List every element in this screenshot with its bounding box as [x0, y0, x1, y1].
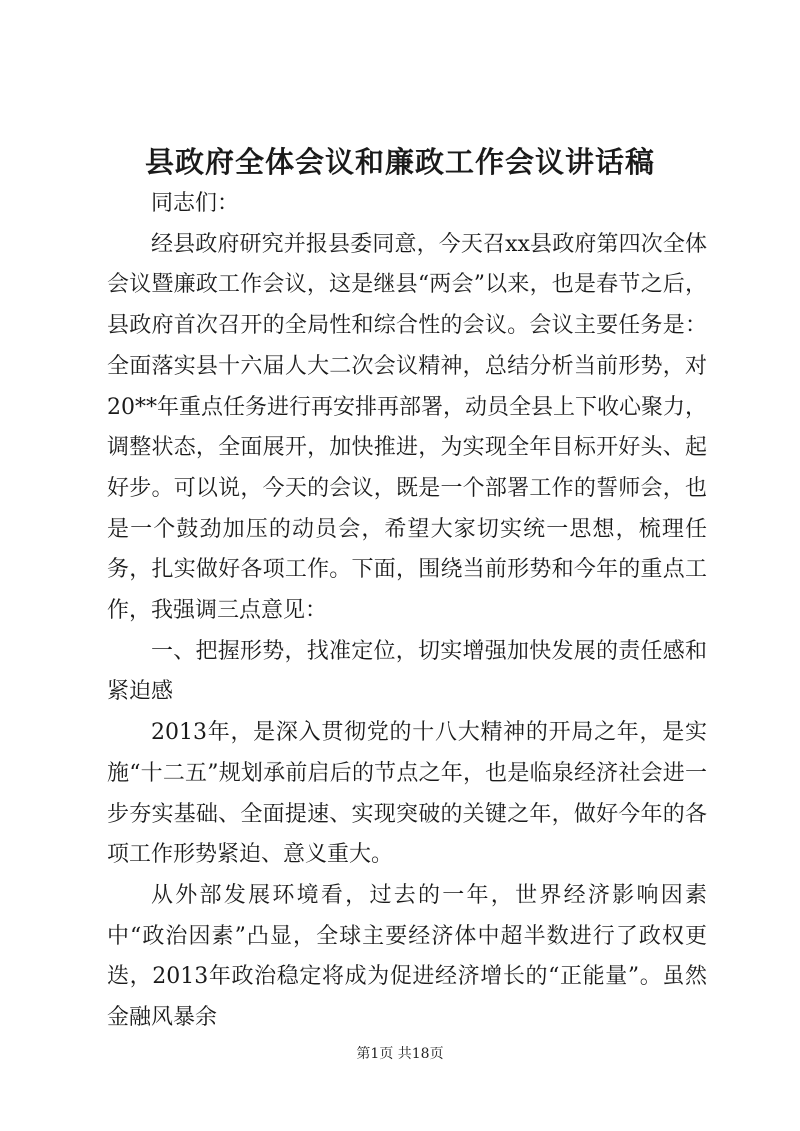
document-body	[107, 184, 707, 1039]
page-footer: 第1页 共18页	[356, 1046, 444, 1062]
body-paragraph: 从外部发展环境看，过去的一年，世界经济影响因素中“政治因素”凸显，全球主要经济体中超半数进行了政权更迭，2013年政治稳定将成为促进经济增长的“正能量”。虽然金融风暴余	[107, 882, 707, 1031]
document-title: 县政府全体会议和廉政工作会议讲话稿	[144, 145, 655, 179]
body-paragraph: 2013年，是深入贯彻党的十八大精神的开局之年，是实施“十二五”规划承前启后的节点之年，也是临泉经济社会进一步夯实基础、全面提速、实现突破的关键之年，做好今年的各项工作形势紧迫、意义重大。	[107, 720, 707, 868]
salutation-paragraph: 同志们：	[151, 191, 240, 216]
section-heading: 一、把握形势，找准定位，切实增强加快发展的责任感和紧迫感	[107, 638, 707, 705]
intro-paragraph: 经县政府研究并报县委同意，今天召xx县政府第四次全体会议暨廉政工作会议，这是继县“两会”以来，也是春节之后，县政府首次召开的全局性和综合性的会议。会议主要任务是：全面落实县十六届人大二次会议精神，总结分析当前形势，对20**年重点任务进行再安排再部署，动员全县上下收心聚力，调整状态，全面展开，加快推进，为实现全年目标开好头、起好步。可以说，今天的会议，既是一个部署工作的誓师会，也是一个鼓劲加压的动员会，希望大家切实统一思想，梳理任务，扎实做好各项工作。下面，围绕当前形势和今年的重点工作，我强调三点意见：	[107, 231, 707, 624]
